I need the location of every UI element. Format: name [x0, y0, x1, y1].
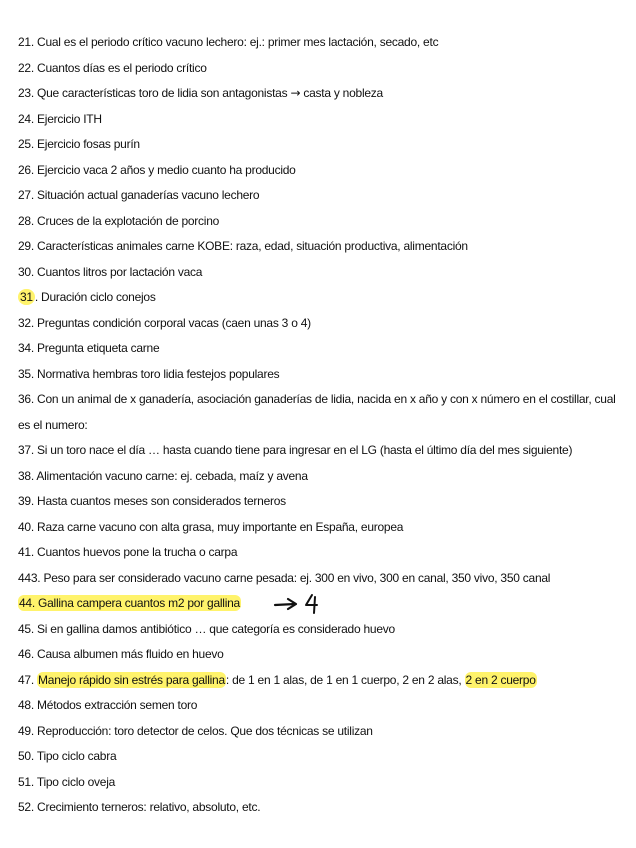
- list-item: [18, 209, 634, 235]
- list-item: [18, 438, 634, 464]
- list-item: [18, 464, 634, 490]
- item-number: 47.: [18, 672, 34, 687]
- list-item: [18, 234, 634, 260]
- item-text: Cuantos días es el periodo crítico: [37, 60, 207, 75]
- item-number: 25.: [18, 137, 34, 151]
- item-text: Tipo ciclo oveja: [36, 774, 116, 789]
- list-item: [18, 693, 634, 719]
- item-number: 40.: [18, 519, 34, 534]
- item-number-highlighted: 31: [20, 290, 33, 304]
- highlighted-text: Manejo rápido sin estrés para gallina: [38, 672, 225, 687]
- item-text: Cual es el periodo crítico vacuno lechero: ej.: primer mes lactación, secado, etc: [37, 35, 439, 49]
- list-item: [18, 566, 634, 592]
- item-text: Reproducción: toro detector de celos. Que dos técnicas se utilizan: [37, 723, 373, 738]
- highlighted-question: [18, 595, 241, 611]
- item-number: 39.: [18, 494, 34, 508]
- question-list: [18, 30, 634, 821]
- list-item: [18, 795, 634, 821]
- list-item: [18, 285, 634, 311]
- item-number: 45.: [18, 621, 34, 636]
- list-item: [18, 591, 634, 617]
- item-number: 22.: [18, 60, 34, 75]
- list-item: [18, 617, 634, 643]
- item-number: 443.: [18, 570, 41, 585]
- item-number: 44.: [19, 596, 35, 610]
- item-number: 52.: [18, 800, 34, 814]
- item-text: Pregunta etiqueta carne: [37, 341, 160, 355]
- item-number: 21.: [18, 35, 34, 49]
- item-number: 36.: [18, 392, 34, 406]
- right-arrow-icon: →: [290, 86, 301, 100]
- item-number: 30.: [18, 264, 34, 279]
- item-text: Cuantos litros por lactación vaca: [37, 264, 203, 279]
- svg-text:4: 4: [303, 591, 304, 592]
- list-item: [18, 336, 634, 362]
- item-text: Cruces de la explotación de porcino: [37, 213, 220, 228]
- item-text: Normativa hembras toro lidia festejos populares: [37, 366, 280, 381]
- item-text: Hasta cuantos meses son considerados terneros: [37, 494, 286, 508]
- item-text: Características animales carne KOBE: raza, edad, situación productiva, alimentación: [37, 239, 468, 253]
- list-item: [18, 515, 634, 541]
- list-item: [18, 107, 634, 133]
- item-number: 51.: [18, 774, 34, 789]
- list-item: [18, 540, 634, 566]
- item-text: Raza carne vacuno con alta grasa, muy importante en España, europea: [37, 519, 404, 534]
- highlighted-text: 2 en 2 cuerpo: [465, 672, 536, 687]
- list-item: [18, 719, 634, 745]
- list-item: [18, 387, 618, 438]
- handwritten-arrow-icon: [273, 591, 299, 616]
- item-text: Ejercicio vaca 2 años y medio cuanto ha producido: [37, 162, 296, 177]
- item-text: Métodos extracción semen toro: [37, 698, 198, 712]
- item-number: 37.: [18, 443, 34, 457]
- item-text: Peso para ser considerado vacuno carne pesada: ej. 300 en vivo, 300 en canal, 350 vivo, 350 canal: [43, 570, 551, 585]
- item-text: Cuantos huevos pone la trucha o carpa: [37, 545, 238, 559]
- item-text: Si un toro nace el día … hasta cuando tiene para ingresar en el LG (hasta el último día del mes siguiente): [37, 443, 573, 457]
- item-number-suffix: .: [34, 290, 38, 304]
- item-number: 50.: [18, 749, 34, 763]
- item-text: : de 1 en 1 alas, de 1 en 1 cuerpo, 2 en 2 alas,: [225, 672, 465, 687]
- list-item: [18, 489, 634, 515]
- item-text: Causa albumen más fluido en huevo: [37, 647, 224, 661]
- list-item: [18, 30, 634, 56]
- item-text: Alimentación vacuno carne: ej. cebada, maíz y avena: [36, 468, 308, 483]
- list-item: [18, 56, 634, 82]
- handwritten-answer: [303, 591, 321, 616]
- list-item: [18, 770, 634, 796]
- item-number: 24.: [18, 111, 34, 126]
- item-number: 41.: [18, 545, 34, 559]
- item-number: 28.: [18, 213, 34, 228]
- list-item: [18, 158, 634, 184]
- item-number: 32.: [18, 315, 34, 330]
- list-item: [18, 183, 634, 209]
- item-text: Crecimiento terneros: relativo, absoluto, etc.: [37, 800, 261, 814]
- item-text: Gallina campera cuantos m2 por gallina: [38, 596, 240, 610]
- item-number: 26.: [18, 162, 34, 177]
- list-item: [18, 642, 634, 668]
- list-item: [18, 81, 634, 107]
- list-item: [18, 744, 634, 770]
- item-text: Si en gallina damos antibiótico … que categoría es considerado huevo: [37, 621, 395, 636]
- list-item: [18, 311, 634, 337]
- item-text: Que características toro de lidia son antagonistas: [37, 86, 291, 100]
- item-text: Tipo ciclo cabra: [36, 749, 117, 763]
- item-text: Con un animal de x ganadería, asociación ganaderías de lidia, nacida en x año y con x número en el costillar, cual es el numero:: [18, 392, 616, 432]
- list-item: [18, 260, 634, 286]
- item-number: 46.: [18, 647, 34, 661]
- item-number: 27.: [18, 188, 34, 202]
- list-item: [18, 132, 634, 158]
- item-text: Ejercicio fosas purín: [37, 137, 140, 151]
- item-number: 23.: [18, 86, 34, 100]
- item-number: 34.: [18, 341, 34, 355]
- list-item: [18, 362, 634, 388]
- item-number: 38.: [18, 468, 34, 483]
- item-number: 29.: [18, 239, 34, 253]
- item-text: Ejercicio ITH: [37, 111, 102, 126]
- item-number: 35.: [18, 366, 34, 381]
- item-text: casta y nobleza: [300, 86, 383, 100]
- item-text: Duración ciclo conejos: [41, 290, 156, 304]
- item-text: Preguntas condición corporal vacas (caen unas 3 o 4): [37, 315, 311, 330]
- item-number: 48.: [18, 698, 34, 712]
- item-number: 49.: [18, 723, 34, 738]
- list-item: [18, 668, 634, 694]
- item-text: Situación actual ganaderías vacuno lechero: [37, 188, 260, 202]
